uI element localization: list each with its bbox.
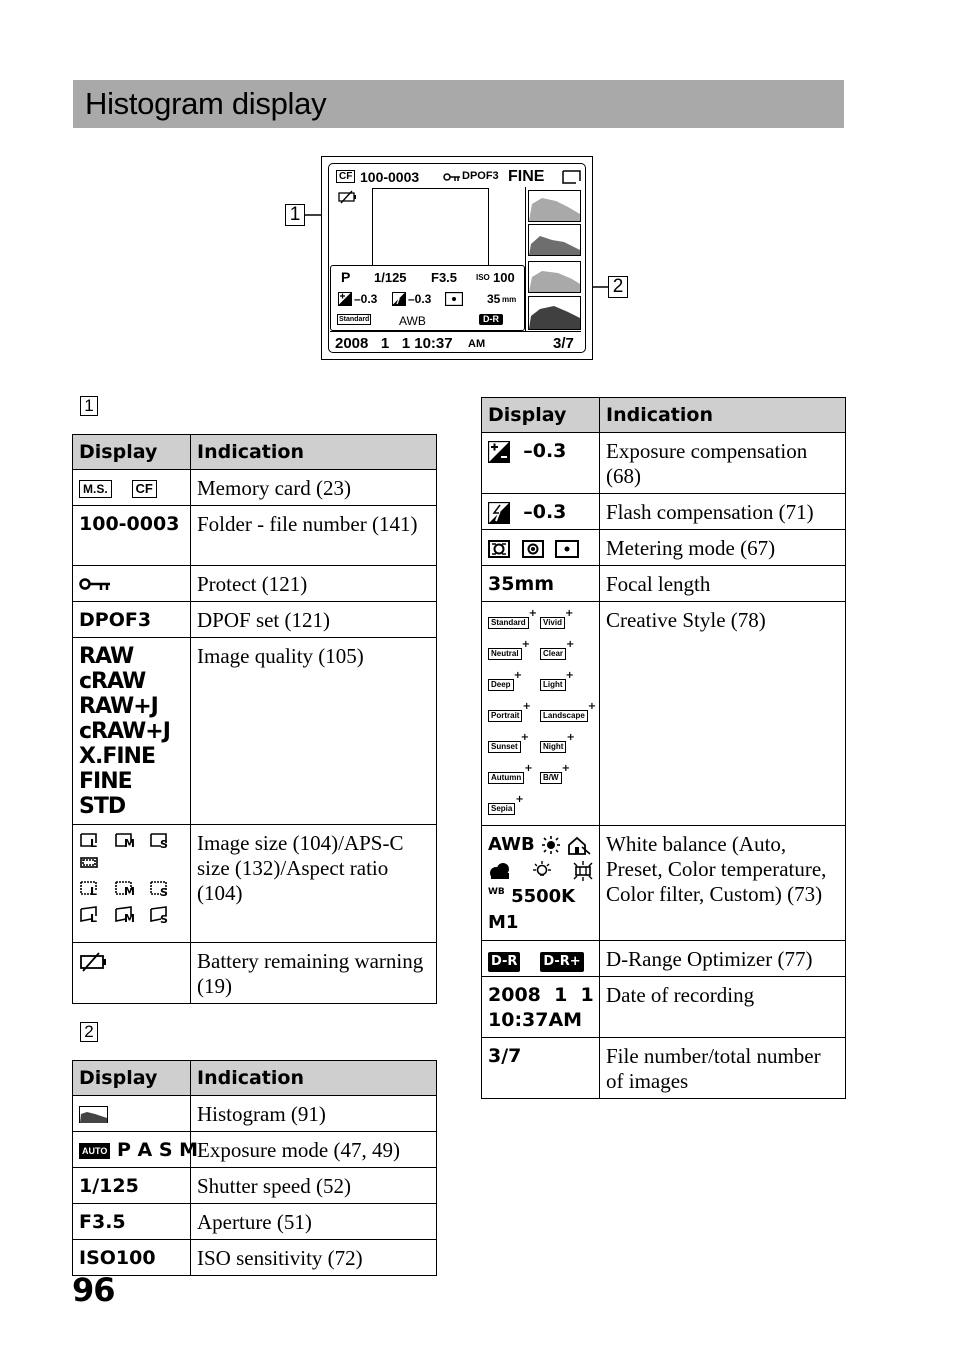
plus-icon: + <box>566 639 575 650</box>
row-indication: Exposure mode (47, 49) <box>191 1132 437 1168</box>
quality-raw-j: RAW+J <box>79 694 158 719</box>
row-display <box>482 826 600 941</box>
quality-craw: cRAW <box>79 669 146 694</box>
creative-style-badge <box>488 641 540 666</box>
creative-style-badge <box>540 765 592 790</box>
svg-text:S: S <box>160 838 168 851</box>
svg-text:L: L <box>90 885 98 898</box>
creative-style-badge <box>488 796 540 821</box>
plus-icon: + <box>521 639 530 650</box>
table-row <box>482 826 846 941</box>
wb-custom: M1 <box>488 912 519 933</box>
lcd-focal-unit: mm <box>502 295 517 304</box>
quality-fine: FINE <box>79 769 132 794</box>
row-indication: Aperture (51) <box>191 1204 437 1240</box>
row-display <box>482 977 600 1038</box>
lcd-aperture: F3.5 <box>431 270 458 285</box>
creative-style-label: Night <box>540 741 566 753</box>
creative-style-label: B/W <box>540 772 562 784</box>
cf-card-icon: CF <box>336 170 355 183</box>
row-display <box>73 1096 191 1132</box>
wb-line-2 <box>488 858 593 884</box>
row-display: 35mm <box>482 566 600 602</box>
plus-icon: + <box>587 701 597 712</box>
section-1-marker: 1 <box>80 396 98 416</box>
daylight-icon <box>541 836 561 854</box>
row-display <box>73 1132 199 1168</box>
creative-style-label: Light <box>540 679 566 691</box>
row-indication: Flash compensation (71) <box>600 494 846 530</box>
histogram-icon <box>79 1106 109 1124</box>
lcd-folder-file: 100-0003 <box>360 169 420 185</box>
creative-style-badge <box>488 672 540 697</box>
table-row <box>73 1240 437 1276</box>
table-section-1 <box>72 434 437 1004</box>
protect-icon <box>79 578 111 592</box>
table-row <box>482 566 846 602</box>
row-indication: ISO sensitivity (72) <box>191 1240 437 1276</box>
creative-style-label: Sepia <box>488 803 515 815</box>
creative-style-badge <box>540 672 592 697</box>
svg-text:M: M <box>124 885 135 898</box>
creative-style-label: Standard <box>488 617 529 629</box>
histogram-green <box>528 261 582 293</box>
wb-line-1 <box>488 832 593 858</box>
date-line-1: 2008 1 1 <box>488 984 594 1006</box>
wb-tag: WB <box>488 887 505 897</box>
row-indication: Creative Style (78) <box>600 602 846 826</box>
lcd-mode: P <box>341 269 351 285</box>
svg-text:S: S <box>160 913 168 926</box>
row-indication: D-Range Optimizer (77) <box>600 941 846 977</box>
lcd-date-ampm: AM <box>468 338 486 350</box>
table-row <box>73 506 437 566</box>
creative-style-badge <box>488 610 540 635</box>
table-section-2 <box>72 1060 437 1276</box>
section-2-marker: 2 <box>80 1022 98 1042</box>
flash-comp-value: –0.3 <box>523 501 567 523</box>
table-row <box>73 1132 437 1168</box>
lcd-bottom-divider <box>330 331 581 332</box>
row-display: 100-0003 <box>73 506 191 566</box>
creative-style-badge <box>540 701 597 728</box>
row-indication: Folder - file number (141) <box>191 506 437 566</box>
row-indication: Protect (121) <box>191 566 437 602</box>
row-indication: Histogram (91) <box>191 1096 437 1132</box>
row-indication: Metering mode (67) <box>600 530 846 566</box>
lcd-iso: 100 <box>493 270 515 285</box>
row-display <box>73 470 191 506</box>
creative-style-label: Landscape <box>540 710 588 722</box>
lcd-shutter: 1/125 <box>374 270 407 285</box>
row-display <box>482 530 600 566</box>
lcd-flash-comp: –0.3 <box>408 292 432 306</box>
plus-icon: + <box>564 608 574 619</box>
header-indication: Indication <box>191 1061 437 1096</box>
histogram-luminance <box>528 190 582 222</box>
lcd-iso-label: ISO <box>476 273 490 282</box>
lcd-count: 3/7 <box>553 335 574 352</box>
plus-icon: + <box>528 608 538 619</box>
flash-comp-icon <box>392 292 406 306</box>
dro-plus-icon: D-R+ <box>540 952 583 972</box>
row-display <box>482 494 600 530</box>
wb-line-3 <box>488 884 593 910</box>
wb-temp: 5500K <box>511 886 576 907</box>
table-header <box>73 1061 437 1096</box>
creative-style-badge <box>540 610 592 635</box>
plus-icon: + <box>566 732 575 743</box>
table-row <box>73 943 437 1004</box>
lcd-wb: AWB <box>399 314 426 328</box>
creative-style-grid <box>488 608 597 821</box>
exposure-modes: P A S M <box>116 1139 199 1161</box>
metering-mode-icons <box>488 539 580 559</box>
lcd-date: 2008 1 1 10:37 <box>335 335 453 352</box>
row-display: ISO100 <box>73 1240 191 1276</box>
plus-icon: + <box>515 794 524 805</box>
svg-text:M: M <box>124 912 135 925</box>
histogram-blue <box>528 296 582 330</box>
creative-style-label: Neutral <box>488 648 522 660</box>
spot-metering-icon <box>445 292 463 306</box>
quality-raw: RAW <box>79 644 134 669</box>
table-row <box>73 566 437 602</box>
plus-icon: + <box>522 701 531 712</box>
svg-text:S: S <box>160 886 168 899</box>
title-bar <box>73 80 844 128</box>
exposure-comp-value: –0.3 <box>523 440 567 462</box>
table-row <box>73 638 437 825</box>
svg-text:L: L <box>90 912 98 925</box>
creative-style-label: Clear <box>540 648 566 660</box>
row-indication: Shutter speed (52) <box>191 1168 437 1204</box>
creative-style-badge <box>540 734 592 759</box>
table-row <box>73 825 437 943</box>
quality-craw-j: cRAW+J <box>79 719 170 744</box>
flash-comp-icon <box>488 502 510 524</box>
quality-xfine: X.FINE <box>79 744 155 769</box>
table-row <box>482 941 846 977</box>
table-row <box>73 470 437 506</box>
shade-icon <box>567 835 591 855</box>
row-indication: Date of recording <box>600 977 846 1038</box>
cf-card-icon: CF <box>132 480 157 498</box>
row-indication: Exposure compensation (68) <box>600 433 846 494</box>
creative-style-label: Sunset <box>488 741 521 753</box>
creative-style-label: Deep <box>488 679 514 691</box>
svg-text:M: M <box>124 837 135 850</box>
page-number: 96 <box>72 1271 115 1309</box>
table-section-3 <box>481 397 846 1099</box>
row-display <box>482 941 600 977</box>
row-display <box>73 825 191 943</box>
row-indication: Memory card (23) <box>191 470 437 506</box>
table-row <box>73 602 437 638</box>
creative-style-label: Autumn <box>488 772 524 784</box>
plus-icon: + <box>565 670 574 681</box>
creative-style-badge <box>488 703 540 728</box>
lcd-focal: 35 <box>487 292 501 306</box>
histogram-red <box>528 224 582 256</box>
header-indication: Indication <box>191 435 437 470</box>
table-row <box>482 1038 846 1099</box>
image-preview <box>372 188 489 266</box>
header-display: Display <box>482 398 600 433</box>
plus-icon: + <box>561 763 570 774</box>
lcd-quality: FINE <box>508 168 545 185</box>
table-header <box>482 398 846 433</box>
image-size-icon <box>562 169 582 185</box>
exposure-comp-icon <box>488 441 510 463</box>
row-indication: White balance (Auto, Preset, Color temperature, Color filter, Custom) (73) <box>600 826 846 941</box>
row-indication: DPOF set (121) <box>191 602 437 638</box>
lcd-dpof: DPOF3 <box>462 170 499 182</box>
creative-style-label: Portrait <box>488 710 522 722</box>
row-display <box>73 943 191 1004</box>
creative-style-badge <box>488 765 540 790</box>
image-size-icons <box>79 831 183 931</box>
table-row <box>73 1096 437 1132</box>
lcd-dro: D-R <box>479 314 503 325</box>
auto-mode-icon: AUTO <box>79 1143 110 1159</box>
table-row <box>73 1168 437 1204</box>
dro-icon: D-R <box>488 952 520 972</box>
page-title: Histogram display <box>85 86 327 121</box>
ms-card-icon: M.S. <box>79 480 112 498</box>
row-display: DPOF3 <box>73 602 191 638</box>
row-display <box>73 566 191 602</box>
callout-1: 1 <box>285 204 305 226</box>
table-row <box>482 530 846 566</box>
table-row <box>482 602 846 826</box>
protect-icon <box>443 173 461 183</box>
row-indication: Battery remaining warning (19) <box>191 943 437 1004</box>
row-indication: File number/total number of images <box>600 1038 846 1099</box>
header-display: Display <box>73 435 191 470</box>
wb-auto: AWB <box>488 834 535 855</box>
table-row <box>73 1204 437 1240</box>
tungsten-icon <box>531 861 553 881</box>
battery-warning-icon <box>338 190 358 204</box>
battery-warning-icon <box>79 952 109 972</box>
plus-icon: + <box>513 670 522 681</box>
row-indication: Image quality (105) <box>191 638 437 825</box>
row-display: 1/125 <box>73 1168 191 1204</box>
header-indication: Indication <box>600 398 846 433</box>
table-row <box>482 977 846 1038</box>
cloudy-icon <box>488 862 512 880</box>
row-display <box>73 638 191 825</box>
lcd-screen <box>321 156 593 360</box>
row-display: F3.5 <box>73 1204 191 1240</box>
plus-icon: + <box>520 732 530 743</box>
row-indication: Image size (104)/APS-C size (132)/Aspect ratio (104) <box>191 825 437 943</box>
date-line-2: 10:37AM <box>488 1009 583 1031</box>
table-row <box>482 433 846 494</box>
creative-style-badge <box>540 641 592 666</box>
row-display <box>482 433 600 494</box>
plus-icon: + <box>524 763 533 774</box>
exposure-comp-icon <box>338 292 352 306</box>
creative-style-badge <box>488 734 540 759</box>
header-display: Display <box>73 1061 191 1096</box>
table-header <box>73 435 437 470</box>
svg-text:L: L <box>90 837 98 850</box>
lcd-creative-style: Standard <box>339 316 370 323</box>
row-display <box>482 602 600 826</box>
row-display: 3/7 <box>482 1038 600 1099</box>
creative-style-label: Vivid <box>540 617 565 629</box>
lcd-exposure-comp: –0.3 <box>354 292 378 306</box>
quality-std: STD <box>79 794 126 819</box>
callout-2: 2 <box>608 276 628 298</box>
table-row <box>482 494 846 530</box>
row-indication: Focal length <box>600 566 846 602</box>
fluorescent-icon <box>572 861 594 881</box>
